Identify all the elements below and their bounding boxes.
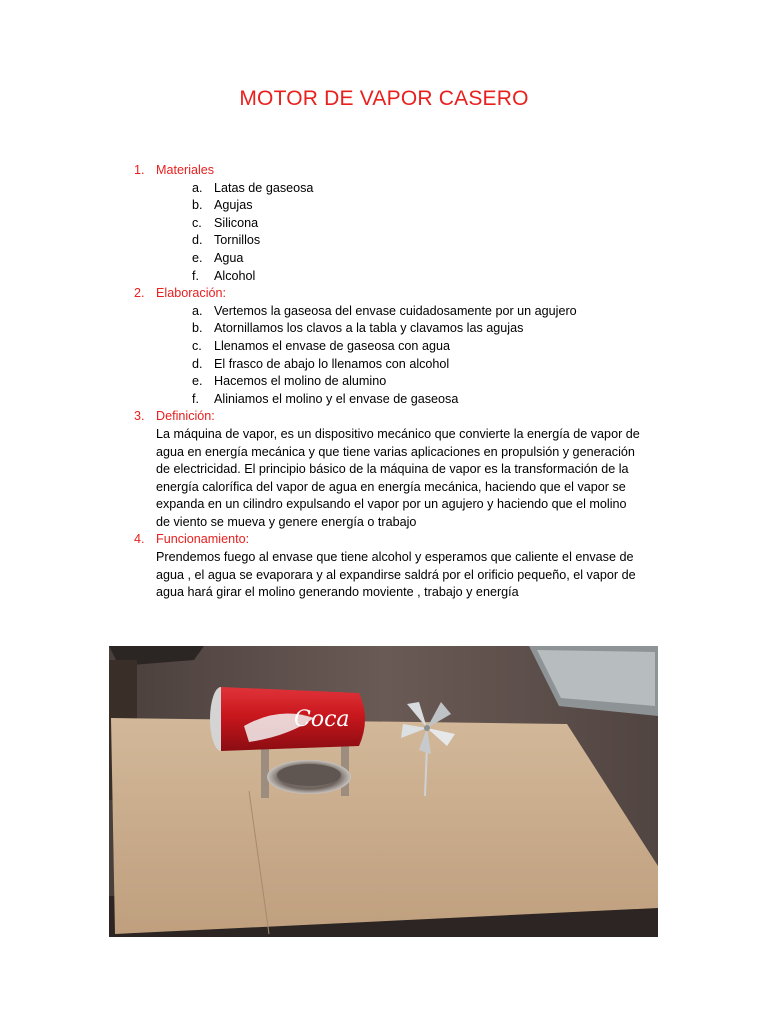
alcohol-dish-inner [277, 764, 341, 786]
list-item: e. Hacemos el molino de alumino [192, 374, 387, 389]
list-item: c. Llenamos el envase de gaseosa con agua [192, 338, 450, 353]
list-item: f. Aliniamos el molino y el envase de gaseosa [192, 391, 459, 406]
text-line: Prendemos fuego al envase que tiene alcohol y esperamos que caliente el envase de [156, 550, 634, 565]
can-logo-text: Coca [294, 707, 350, 732]
wooden-board [111, 718, 658, 934]
text-line: agua , el agua se evaporara y al expandirse saldrá por el orificio pequeño, el vapor de [156, 567, 636, 582]
paragraph [156, 426, 664, 532]
list-item: e. Agua [192, 250, 244, 265]
list-item: f. Alcohol [192, 268, 256, 283]
paragraph [156, 549, 664, 602]
text-line: La máquina de vapor, es un dispositivo mecánico que convierte la energía de vapor de [156, 426, 640, 441]
list-item: d. Tornillos [192, 233, 261, 248]
text-line: de electricidad. El principio básico de la máquina de vapor es la transformación de la [156, 462, 629, 477]
text-line: energía calorífica del vapor de agua en energía mecánica, haciendo que el vapor se [156, 479, 626, 494]
section-number: 3. [134, 409, 145, 424]
list-item: a. Vertemos la gaseosa del envase cuidadosamente por un agujero [192, 303, 577, 318]
text-line: agua en energía mecánica y que tiene varias aplicaciones en propulsión y generación [156, 444, 635, 459]
section-number: 2. [134, 286, 145, 301]
list-item: b. Agujas [192, 198, 253, 213]
section-heading: Definición: [156, 409, 215, 424]
left-post [261, 746, 269, 798]
section-heading: Funcionamiento: [156, 532, 250, 547]
section-heading: Materiales [156, 163, 215, 177]
document-body [134, 162, 664, 602]
text-line: expanda en un cilindro expulsando el vapor por un agujero y haciendo que el molino [156, 497, 627, 512]
list-item: d. El frasco de abajo lo llenamos con alcohol [192, 356, 450, 371]
document-title: MOTOR DE VAPOR CASERO [239, 87, 529, 110]
section-number: 1. [134, 163, 145, 177]
text-line: agua hará girar el molino generando moviente , trabajo y energía [156, 585, 519, 600]
section-materiales [134, 162, 664, 285]
list-item: a. Latas de gaseosa [192, 180, 314, 195]
steam-engine-photo [109, 646, 658, 937]
section-heading: Elaboración: [156, 286, 227, 301]
section-definicion [134, 408, 664, 531]
section-funcionamiento [134, 531, 664, 601]
text-line: de viento se mueva y genere energía o trabajo [156, 514, 417, 529]
section-elaboracion [134, 285, 664, 408]
section-number: 4. [134, 532, 145, 547]
list-item: c. Silicona [192, 215, 259, 230]
list-item: b. Atornillamos los clavos a la tabla y clavamos las agujas [192, 321, 524, 336]
